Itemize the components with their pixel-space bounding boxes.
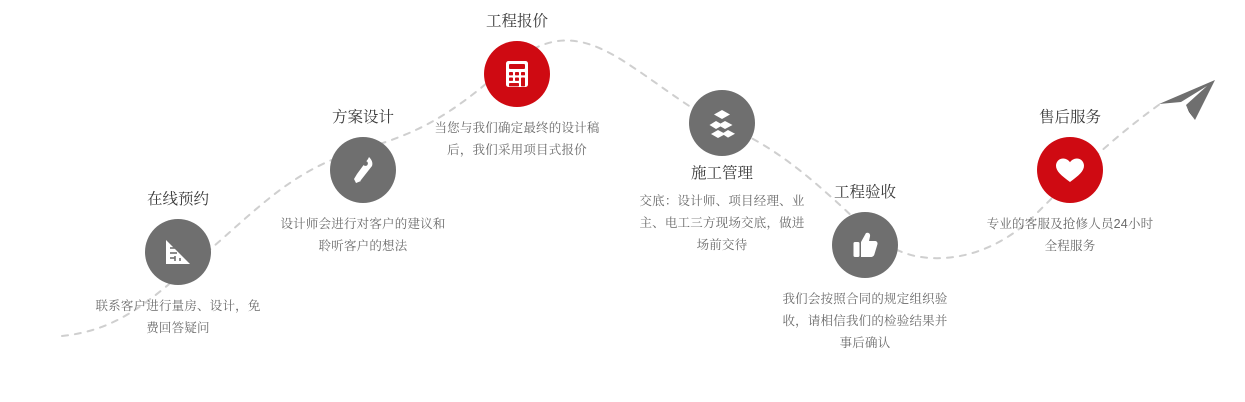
step-1-description: 联系客户进行量房、设计，免费回答疑问 [95,299,261,335]
step-3 [432,12,602,161]
step-4-icon-badge [689,90,755,156]
step-3-description: 当您与我们确定最终的设计稿后，我们采用项目式报价 [434,121,600,157]
step-1-icon-badge [145,219,211,285]
step-2 [278,108,448,257]
step-4-description: 交底：设计师、项目经理、业主、电工三方现场交底，做进场前交待 [639,194,805,252]
heart-icon [1051,151,1089,189]
step-5 [780,183,950,354]
step-5-title: 工程验收 [833,184,896,201]
step-6-title: 售后服务 [1038,109,1101,126]
step-1-title: 在线预约 [146,191,209,208]
paper-plane-icon [1155,78,1221,122]
blocks-icon [704,105,740,141]
ruler-icon [160,234,196,270]
pen-nib-icon [345,152,381,188]
thumbs-up-icon [847,227,883,263]
step-5-icon-badge [832,212,898,278]
step-5-description: 我们会按照合同的规定组织验收，请相信我们的检验结果并事后确认 [782,292,948,350]
step-6 [985,108,1155,257]
step-4-title: 施工管理 [690,165,753,182]
step-2-title: 方案设计 [331,109,394,126]
step-3-icon-badge [484,41,550,107]
step-2-description: 设计师会进行对客户的建议和聆听客户的想法 [280,217,446,253]
step-3-title: 工程报价 [485,13,548,30]
step-6-icon-badge [1037,137,1103,203]
step-2-icon-badge [330,137,396,203]
step-1 [93,190,263,339]
calculator-icon [499,56,535,92]
step-6-description: 专业的客服及抢修人员24小时全程服务 [986,217,1154,253]
